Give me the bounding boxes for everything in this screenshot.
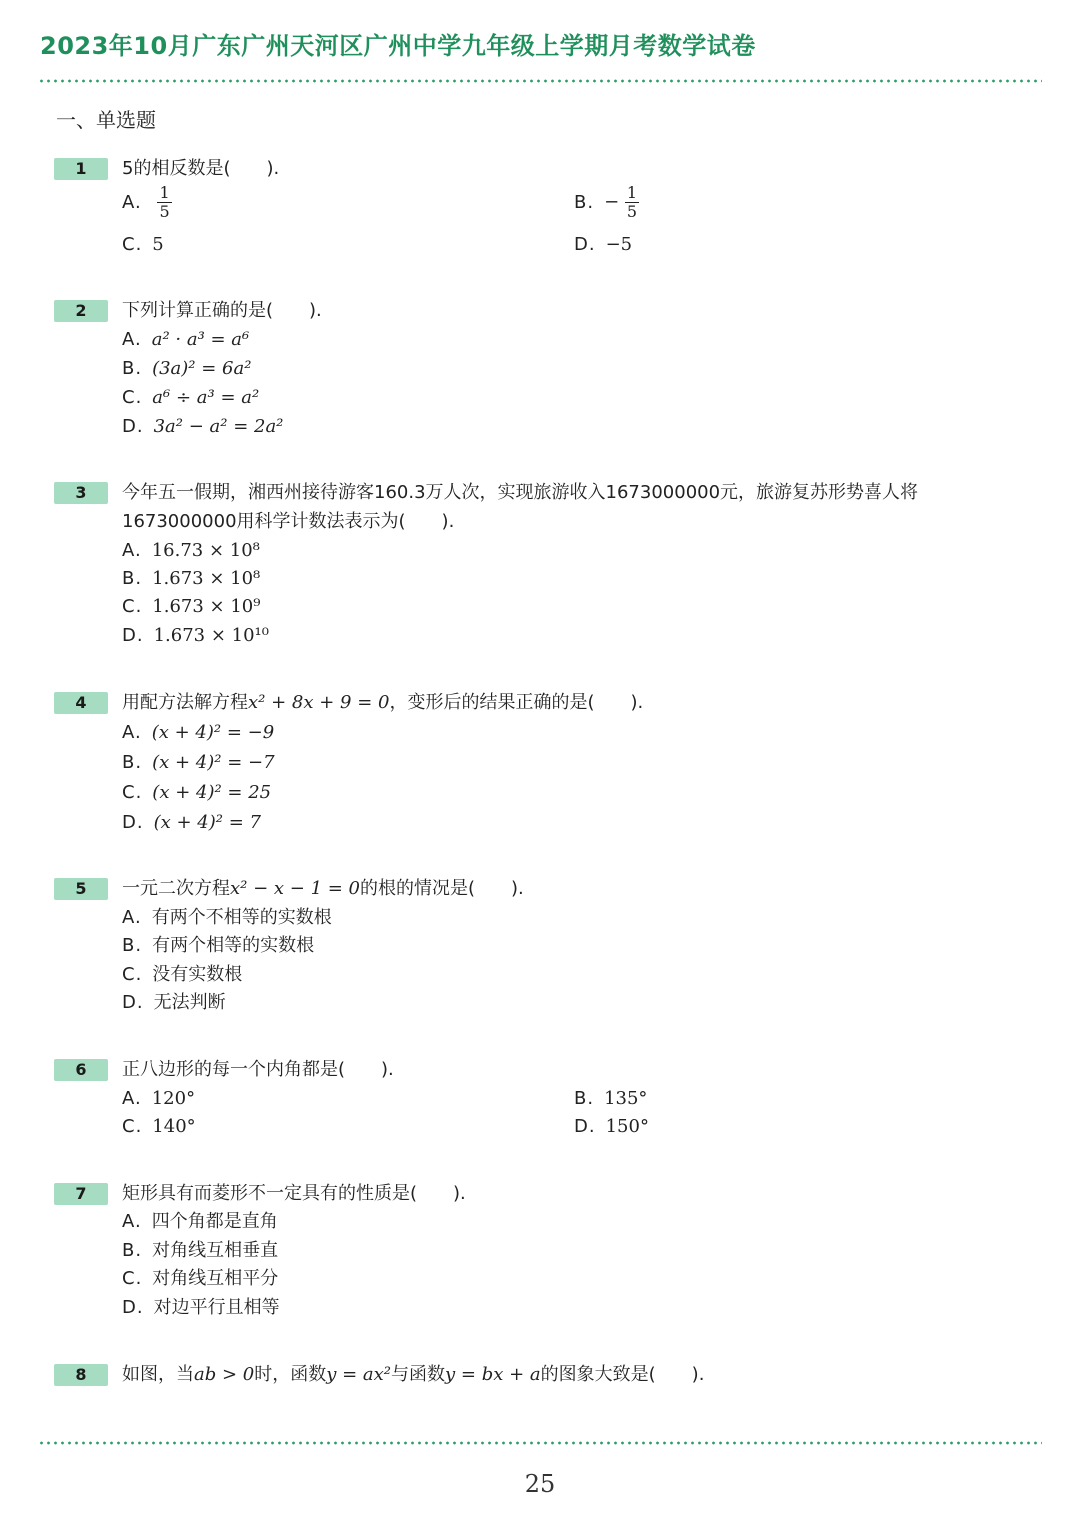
question-number: 6 (54, 1059, 108, 1081)
question-stem-line-2: 1673000000用科学计数法表示为( ). (122, 511, 455, 532)
bottom-dotted-divider (38, 1441, 1042, 1445)
option-a: A. 16.73 × 10⁸ (122, 540, 260, 561)
option-b: B. (x + 4)² = −7 (122, 752, 275, 773)
question-stem: 矩形具有而菱形不一定具有的性质是( ). (122, 1183, 466, 1204)
option-a: A. 有两个不相等的实数根 (122, 907, 332, 928)
option-d: D. 1.673 × 10¹⁰ (122, 625, 269, 646)
option-c: C. 140° (122, 1116, 196, 1137)
question-stem: 一元二次方程x² − x − 1 = 0的根的情况是( ). (122, 878, 524, 899)
question-stem: 正八边形的每一个内角都是( ). (122, 1059, 394, 1080)
option-d: D. −5 (574, 234, 633, 255)
option-c: C. 5 (122, 234, 164, 255)
option-c: C. (x + 4)² = 25 (122, 782, 272, 803)
top-dotted-divider (38, 79, 1042, 83)
question-stem: 5的相反数是( ). (122, 158, 280, 179)
question-stem: 用配方法解方程x² + 8x + 9 = 0，变形后的结果正确的是( ). (122, 692, 644, 713)
option-b: B. 135° (574, 1088, 648, 1109)
option-d: D. 150° (574, 1116, 649, 1137)
page-number: 25 (524, 1470, 556, 1498)
option-a: A. 四个角都是直角 (122, 1211, 278, 1232)
option-d: D. 无法判断 (122, 992, 226, 1013)
question-number: 8 (54, 1364, 108, 1386)
option-a: A. (x + 4)² = −9 (122, 722, 275, 743)
question-number: 5 (54, 878, 108, 900)
option-c: C. 对角线互相平分 (122, 1268, 279, 1289)
question-number: 7 (54, 1183, 108, 1205)
question-number: 3 (54, 482, 108, 504)
question-stem: 下列计算正确的是( ). (122, 300, 322, 321)
option-a: A. 120° (122, 1088, 196, 1109)
option-b: B. 对角线互相垂直 (122, 1240, 279, 1261)
question-stem-line-1: 今年五一假期，湘西州接待游客160.3万人次，实现旅游收入1673000000元，旅游复苏形势喜人将 (122, 482, 919, 503)
page-title: 2023年10月广东广州天河区广州中学九年级上学期月考数学试卷 (40, 32, 756, 60)
question-number: 1 (54, 158, 108, 180)
option-d: D. 对边平行且相等 (122, 1297, 280, 1318)
section-heading: 一、单选题 (56, 108, 156, 132)
question-number: 2 (54, 300, 108, 322)
option-c: C. 1.673 × 10⁹ (122, 596, 261, 617)
option-d: D. 3a² − a² = 2a² (122, 416, 284, 437)
option-c: C. 没有实数根 (122, 964, 243, 985)
question-stem: 如图，当ab > 0时，函数y = ax²与函数y = bx + a的图象大致是( ). (122, 1364, 705, 1385)
option-c: C. a⁶ ÷ a³ = a² (122, 387, 260, 408)
option-b: B. 有两个相等的实数根 (122, 935, 315, 956)
option-a: A. $\frac{1}{5}$ (122, 183, 170, 221)
option-b: B. (3a)² = 6a² (122, 358, 252, 379)
option-d: D. (x + 4)² = 7 (122, 812, 261, 833)
option-b: B. − $\frac{1}{5}$ (574, 183, 638, 221)
option-a: A. a² · a³ = a⁶ (122, 329, 250, 350)
question-number: 4 (54, 692, 108, 714)
option-b: B. 1.673 × 10⁸ (122, 568, 261, 589)
